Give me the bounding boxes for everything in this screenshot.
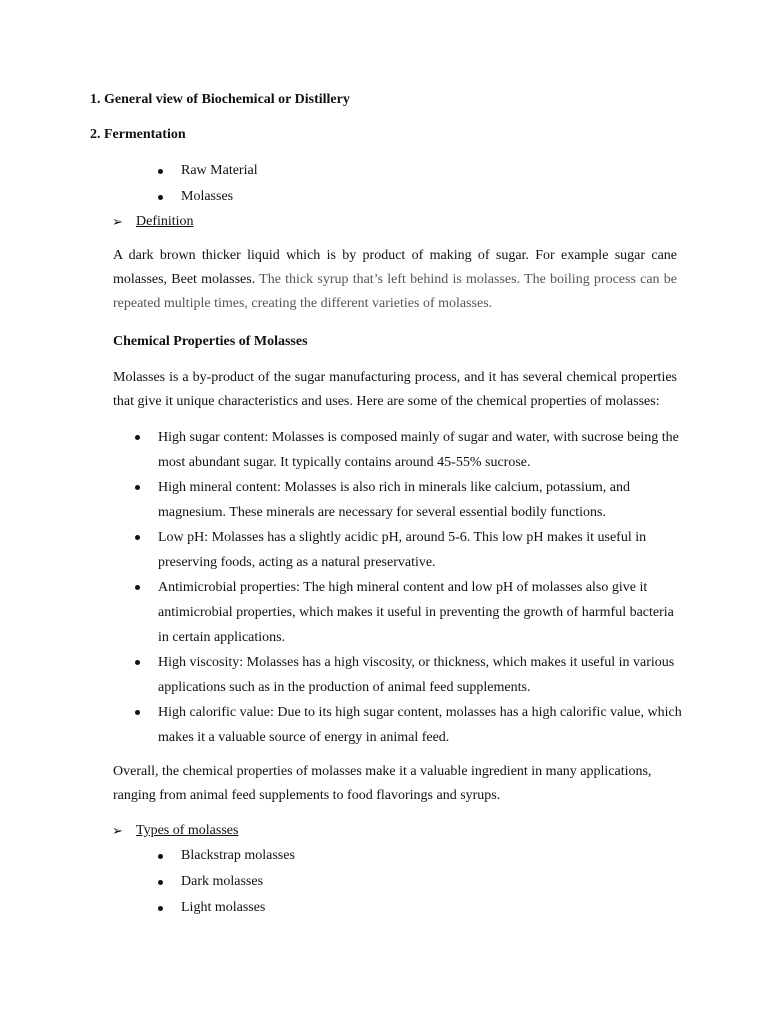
paragraph-fragment: molasses, Beet molasses. [113,272,256,287]
arrow-bullet-icon: ➢ [112,214,123,229]
list-item: Dark molasses [181,874,264,889]
list-item: Raw Material [181,163,258,178]
bullet-dot [135,660,140,665]
bullet-dot [158,854,163,859]
list-item-line: High calorific value: Due to its high sugar content, molasses has a high calorific value, which [158,705,682,720]
overall-paragraph [113,760,677,808]
bullet-dot [158,880,163,885]
types-heading: Types of molasses [136,823,239,838]
definition-paragraph [113,244,677,316]
chemical-intro-paragraph [113,366,677,414]
bullet-dot [158,906,163,911]
list-item-line: applications such as in the production of animal feed supplements. [158,680,531,695]
list-item-line: most abundant sugar. It typically contains around 45-55% sucrose. [158,455,531,470]
paragraph-line [113,268,677,292]
list-item-line: High sugar content: Molasses is composed mainly of sugar and water, with sucrose being the [158,430,679,445]
list-item [158,475,630,525]
bullet-dot [158,169,163,174]
bullet-dot [135,435,140,440]
bullet-dot [135,535,140,540]
paragraph-line: Molasses is a by-product of the sugar manufacturing process, and it has several chemical properties [113,370,677,385]
paragraph-fragment-muted: The thick syrup that’s left behind is molasses. The boiling process can be [259,272,677,287]
list-item-line: High mineral content: Molasses is also rich in minerals like calcium, potassium, and [158,480,631,495]
heading-general-view: 1. General view of Biochemical or Distillery [90,92,350,107]
bullet-dot [135,710,140,715]
list-item-line: in certain applications. [158,630,286,645]
definition-heading: Definition [136,214,194,229]
list-item [158,525,646,575]
list-item-line: Antimicrobial properties: The high mineral content and low pH of molasses also give it [158,580,648,595]
list-item: Blackstrap molasses [181,848,295,863]
paragraph-line: repeated multiple times, creating the different varieties of molasses. [113,296,493,311]
paragraph-line: ranging from animal feed supplements to food flavorings and syrups. [113,788,501,803]
heading-fermentation: 2. Fermentation [90,127,186,142]
list-item-line: Low pH: Molasses has a slightly acidic pH, around 5-6. This low pH makes it useful in [158,530,647,545]
bullet-dot [135,485,140,490]
list-item-line: makes it a valuable source of energy in animal feed. [158,730,450,745]
list-item [158,700,682,750]
paragraph-line: A dark brown thicker liquid which is by product of making of sugar. For example sugar cane [113,248,677,263]
list-item-line: preserving foods, acting as a natural preservative. [158,555,436,570]
list-item [158,575,674,650]
paragraph-line: Overall, the chemical properties of molasses make it a valuable ingredient in many applications, [113,764,652,779]
bullet-dot [135,585,140,590]
bullet-dot [158,195,163,200]
paragraph-line: that give it unique characteristics and uses. Here are some of the chemical properties of molasses: [113,394,660,409]
list-item [158,650,674,700]
list-item-line: magnesium. These minerals are necessary for several essential bodily functions. [158,505,606,520]
list-item-line: High viscosity: Molasses has a high viscosity, or thickness, which makes it useful in various [158,655,675,670]
chemical-properties-heading: Chemical Properties of Molasses [113,334,308,349]
arrow-bullet-icon: ➢ [112,823,123,838]
list-item: Molasses [181,189,234,204]
list-item: Light molasses [181,900,266,915]
list-item-line: antimicrobial properties, which makes it useful in preventing the growth of harmful bacteria [158,605,674,620]
list-item [158,425,679,475]
